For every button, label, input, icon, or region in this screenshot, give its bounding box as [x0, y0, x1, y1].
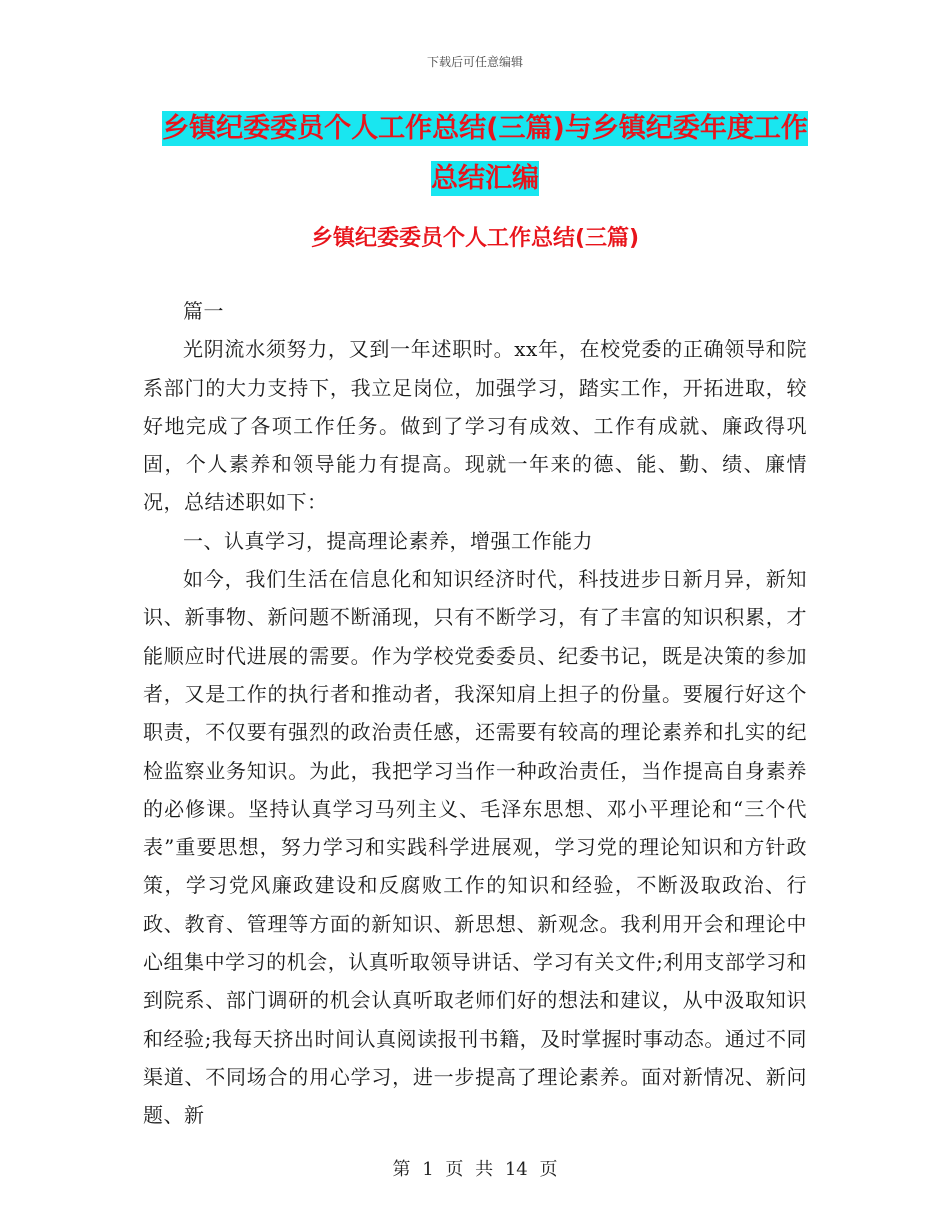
document-title [150, 104, 820, 204]
page-number: 第 1 页 共 14 页 [392, 1159, 558, 1180]
section-title: 乡镇纪委委员个人工作总结(三篇) [310, 226, 640, 251]
header-note: 下载后可任意编辑 [426, 55, 523, 69]
document-body [143, 292, 807, 1135]
document-title-text: 乡镇纪委委员个人工作总结(三篇)与乡镇纪委年度工作总结汇编 [162, 113, 808, 194]
paragraph-heading: 篇一 [183, 299, 224, 323]
paragraph: 如今，我们生活在信息化和知识经济时代，科技进步日新月异，新知识、新事物、新问题不断涌现，只有不断学习，有了丰富的知识积累，才能顺应时代进展的需要。作为学校党委委员、纪委书记，既是决策的参加者，又是工作的执行者和推动者，我深知肩上担子的份量。要履行好这个职责，不仅要有强烈的政治责任感，还需要有较高的理论素养和扎实的纪检监察业务知识。为此，我把学习当作一种政治责任，当作提高自身素养的必修课。坚持认真学习马列主义、毛泽东思想、邓小平理论和“三个代表”重要思想，努力学习和实践科学进展观，学习党的理论知识和方针政策，学习党风廉政建设和反腐败工作的知识和经验，不断汲取政治、行政、教育、管理等方面的新知识、新思想、新观念。我利用开会和理论中心组集中学习的机会，认真听取领导讲话、学习有关文件;利用支部学习和到院系、部门调研的机会认真听取老师们好的想法和建议，从中汲取知识和经验;我每天挤出时间认真阅读报刊书籍，及时掌握时事动态。通过不同渠道、不同场合的用心学习，进一步提高了理论素养。面对新情况、新问题、新 [143, 567, 807, 1128]
paragraph-section-heading: 一、认真学习，提高理论素养，增强工作能力 [183, 528, 593, 553]
paragraph: 光阴流水须努力，又到一年述职时。xx年，在校党委的正确领导和院系部门的大力支持下，我立足岗位，加强学习，踏实工作，开拓进取，较好地完成了各项工作任务。做到了学习有成效、工作有成就、廉政得巩固，个人素养和领导能力有提高。现就一年来的德、能、勤、绩、廉情况，总结述职如下： [143, 337, 807, 515]
